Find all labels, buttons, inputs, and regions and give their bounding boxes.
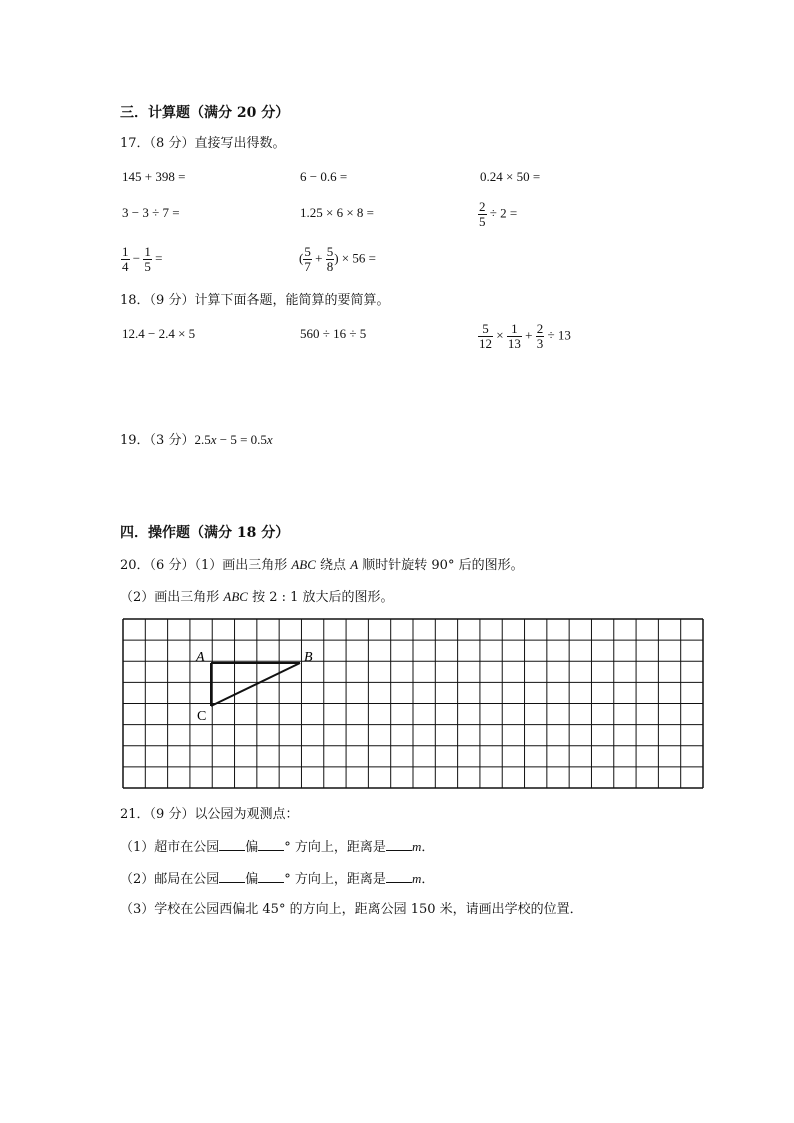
- answer-blank-distance[interactable]: [386, 870, 412, 883]
- q21-line-1: （1）超市在公园 偏 ° 方向上，距离是 m．: [120, 839, 435, 855]
- question-21-label: 21．（9 分）以公园为观测点：: [120, 807, 299, 822]
- q17-expression-3: 0.24 × 50 =: [480, 169, 541, 184]
- q21-line-3: （3）学校在公园西偏北 45° 的方向上，距离公园 150 米，请画出学校的位置．: [120, 902, 583, 917]
- answer-blank-direction[interactable]: [219, 870, 245, 883]
- fraction: $\frac{5}{7}$: [304, 244, 311, 274]
- triangle-side-cb: [211, 663, 300, 706]
- q18-expression-3: $\frac{5}{12}$ × $\frac{1}{13}$ + $\frac{2}{3}$ ÷ 13: [479, 321, 571, 351]
- fraction: $\frac{5}{12}$: [479, 321, 492, 351]
- q17-expression-8: ( $\frac{5}{7}$ + $\frac{5}{8}$ ) × 56 =: [299, 244, 376, 274]
- q18-expression-1: 12.4 − 2.4 × 5: [122, 326, 196, 341]
- question-20-line-2: （2）画出三角形 ABC 按 2 : 1 放大后的图形。: [120, 589, 394, 605]
- answer-blank-angle[interactable]: [258, 838, 284, 851]
- section-4-title: 四．操作题（满分 18 分）: [120, 525, 290, 541]
- q18-expression-2: 560 ÷ 16 ÷ 5: [300, 326, 367, 341]
- fraction: $\frac{1}{13}$: [507, 321, 521, 351]
- q17-expression-2: 6 − 0.6 =: [300, 169, 348, 184]
- fraction: $\frac{5}{8}$: [326, 244, 334, 274]
- vertex-a-label: A: [196, 650, 205, 665]
- fraction: $\frac{1}{4}$: [122, 244, 129, 274]
- question-18-label: 18．（9 分）计算下面各题，能简算的要简算。: [120, 293, 390, 308]
- triangle-abc: [211, 663, 300, 706]
- question-17-label: 17．（8 分）直接写出得数。: [120, 136, 286, 151]
- answer-blank-angle[interactable]: [258, 870, 284, 883]
- answer-blank-distance[interactable]: [386, 838, 412, 851]
- q17-expression-4: 3 − 3 ÷ 7 =: [122, 205, 180, 220]
- section-3-title: 三．计算题（满分 20 分）: [120, 105, 290, 121]
- answer-blank-direction[interactable]: [219, 838, 245, 851]
- question-19-label: 19．（3 分）: [120, 433, 195, 448]
- vertex-b-label: B: [304, 650, 313, 665]
- fraction: $\frac{2}{5}$: [479, 199, 486, 229]
- question-20-line-1: 20．（6 分）（1）画出三角形 ABC 绕点 A 顺时针旋转 90° 后的图形。: [120, 557, 524, 573]
- q17-expression-6: $\frac{2}{5}$ ÷ 2 =: [479, 199, 518, 229]
- q21-line-2: （2）邮局在公园 偏 ° 方向上，距离是 m．: [120, 871, 435, 887]
- fraction: $\frac{2}{3}$: [536, 321, 544, 351]
- q17-expression-5: 1.25 × 6 × 8 =: [300, 205, 374, 220]
- q17-expression-1: 145 + 398 =: [122, 169, 186, 184]
- q19-equation: 2.5x − 5 = 0.5x: [194, 432, 273, 447]
- vertex-c-label: C: [197, 709, 207, 724]
- q17-expression-7: $\frac{1}{4}$ − $\frac{1}{5}$ =: [122, 244, 163, 274]
- fraction: $\frac{1}{5}$: [144, 244, 151, 274]
